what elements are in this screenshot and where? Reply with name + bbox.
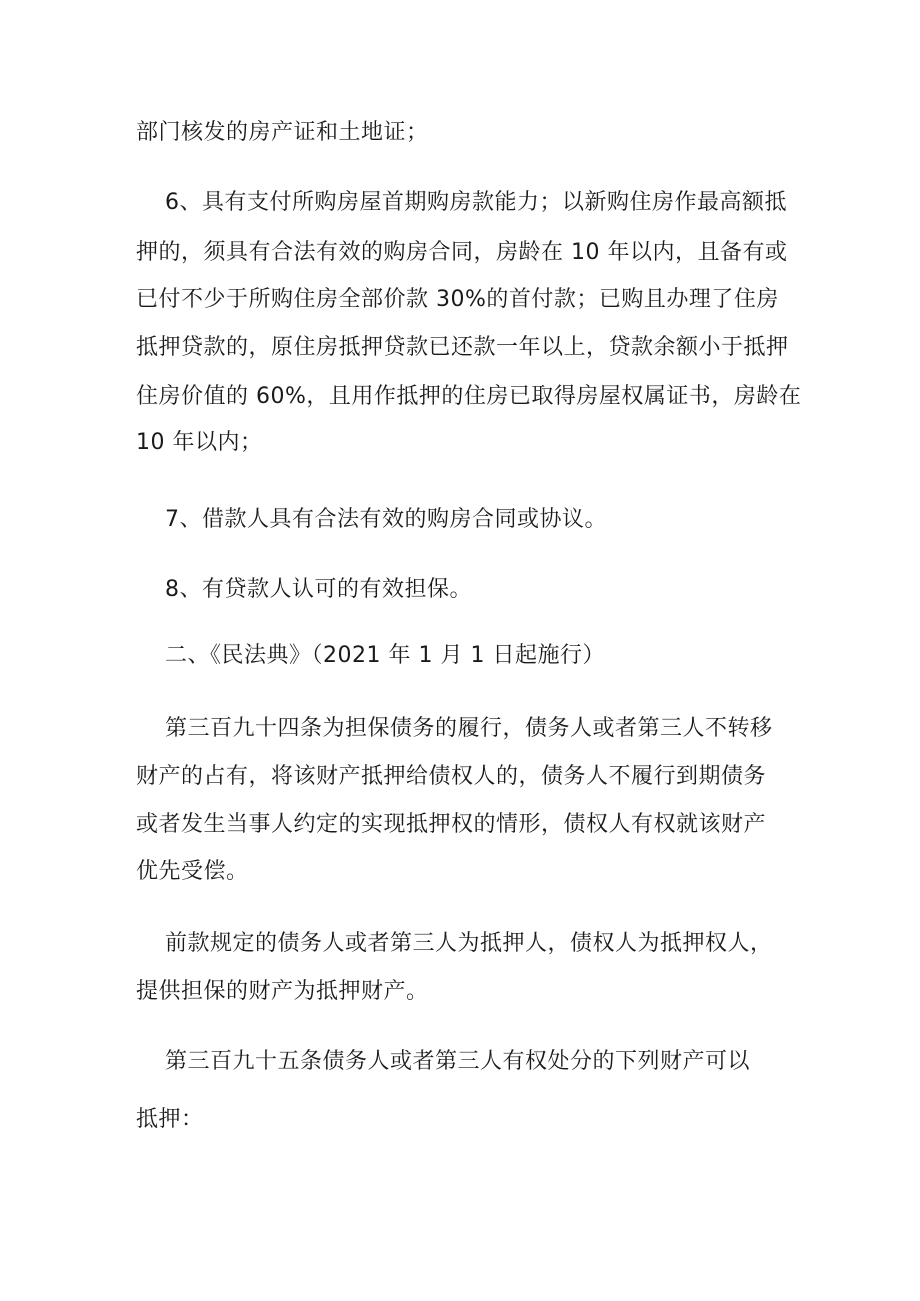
paragraph-1-line-0: 6、具有支付所购房屋首期购房款能力；以新购住房作最高额抵 [165,190,787,215]
paragraph-4-line-0: 二、《民法典》（2021 年 1 月 1 日起施行） [165,643,605,668]
paragraph-5-line-0: 第三百九十四条为担保债务的履行，债务人或者第三人不转移 [165,716,773,741]
paragraph-6-line-0: 前款规定的债务人或者第三人为抵押人，债权人为抵押权人， [165,931,773,956]
paragraph-1-line-4: 住房价值的 60%，且用作抵押的住房已取得房屋权属证书，房龄在 [136,384,802,409]
paragraph-1-line-5: 10 年以内； [136,430,263,455]
paragraph-1-line-3: 抵押贷款的，原住房抵押贷款已还款一年以上，贷款余额小于抵押 [136,335,789,360]
paragraph-2-line-0: 7、借款人具有合法有效的购房合同或协议。 [165,507,607,532]
paragraph-6-line-1: 提供担保的财产为抵押财产。 [136,979,429,1004]
paragraph-7-line-0: 第三百九十五条债务人或者第三人有权处分的下列财产可以 [165,1049,751,1074]
paragraph-1-line-1: 押的，须具有合法有效的购房合同，房龄在 10 年以内，且备有或 [136,240,788,265]
paragraph-3-line-0: 8、有贷款人认可的有效担保。 [165,577,472,602]
paragraph-1-line-2: 已付不少于所购住房全部价款 30%的首付款；已购且办理了住房 [136,287,779,312]
paragraph-7-line-1: 抵押： [136,1107,204,1132]
paragraph-5-line-3: 优先受偿。 [136,859,249,884]
paragraph-5-line-1: 财产的占有，将该财产抵押给债权人的，债务人不履行到期债务 [136,764,767,789]
paragraph-0-line-0: 部门核发的房产证和土地证； [136,120,429,145]
paragraph-5-line-2: 或者发生当事人约定的实现抵押权的情形，债权人有权就该财产 [136,812,767,837]
